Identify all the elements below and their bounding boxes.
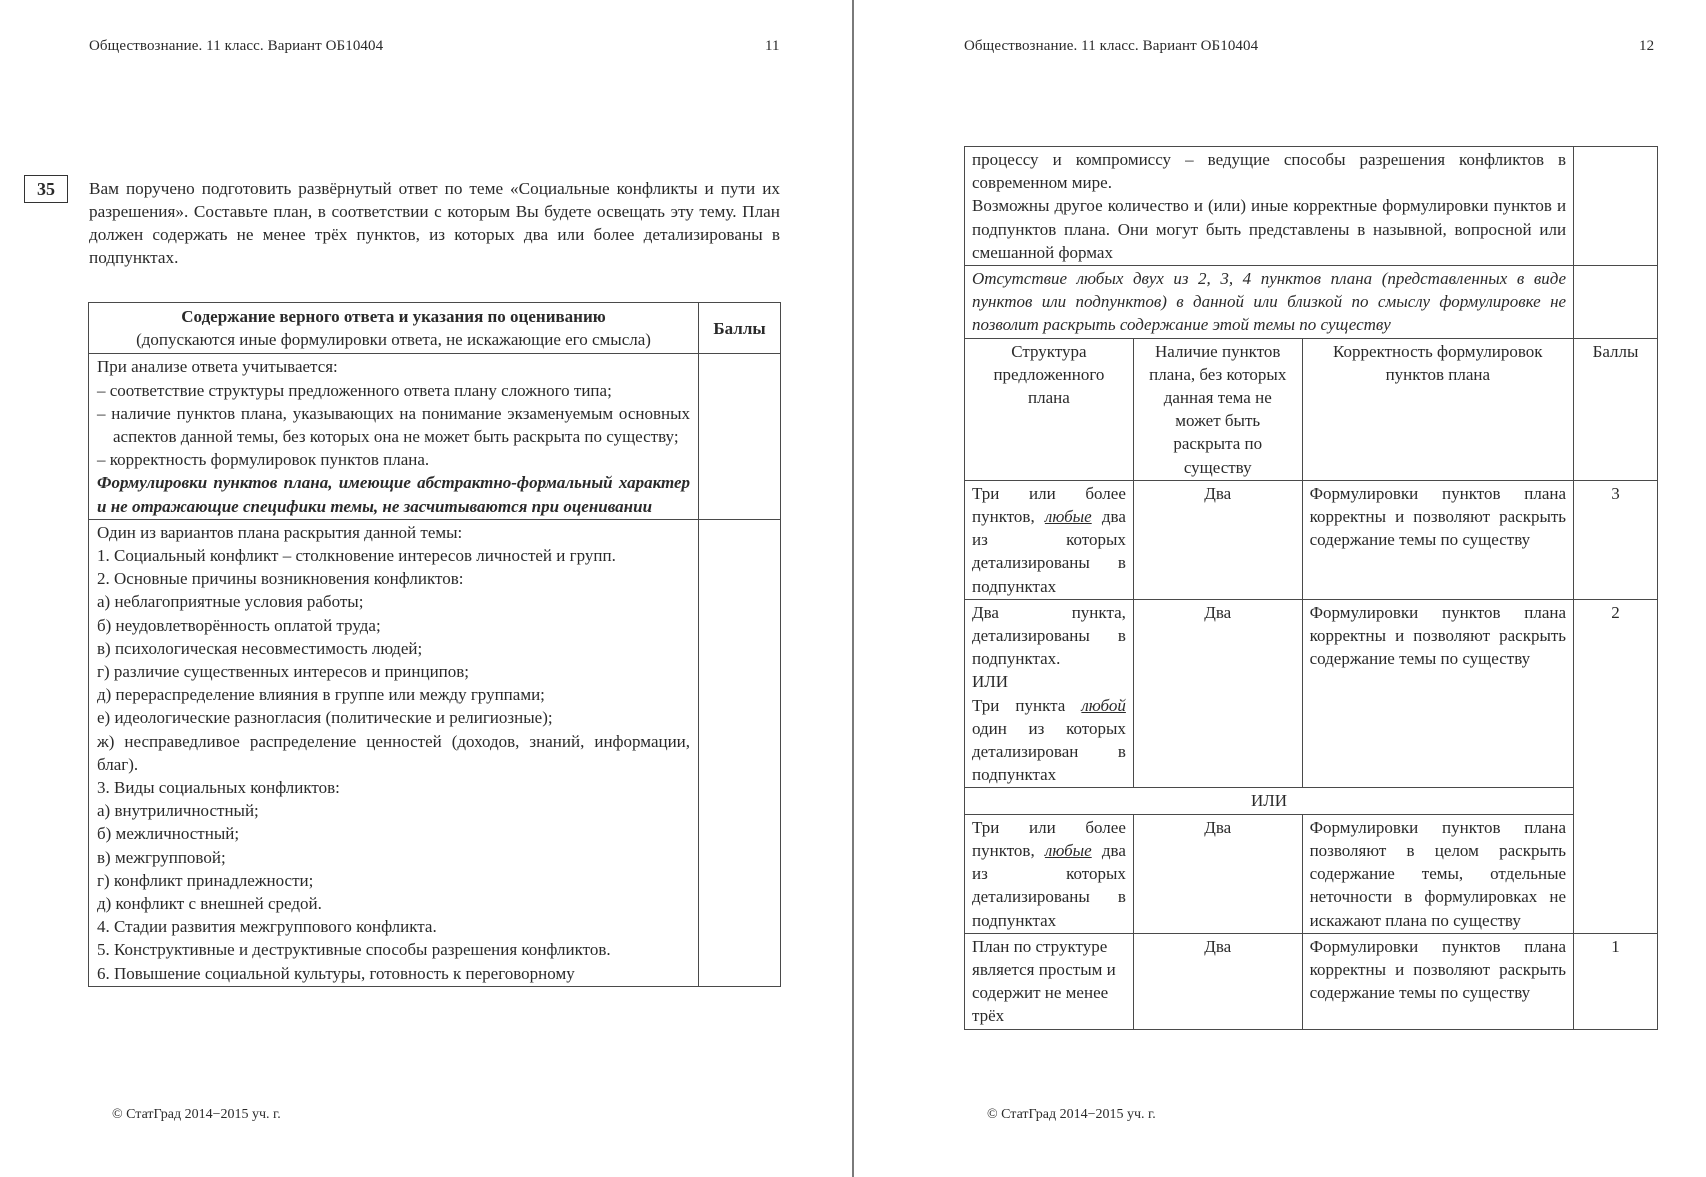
scoring-table xyxy=(964,146,1658,1030)
criteria-item: – корректность формулировок пунктов плана. xyxy=(97,450,430,470)
score-cell: 2 xyxy=(1574,599,1658,933)
plan-line: г) различие существенных интересов и принципов; xyxy=(97,662,470,682)
empty-score-cell xyxy=(699,519,781,986)
answer-content-note: (допускаются иные формулировки ответа, не искажающие его смысла) xyxy=(136,330,651,350)
plan-line: 5. Конструктивные и деструктивные способы разрешения конфликтов. xyxy=(97,940,611,960)
criteria-cell xyxy=(89,354,699,519)
presence-cell: Два xyxy=(1133,814,1302,933)
plan-line: 2. Основные причины возникновения конфликтов: xyxy=(97,569,464,589)
empty-score-cell xyxy=(699,354,781,519)
page-divider xyxy=(852,0,854,1177)
page-footer: © СтатГрад 2014−2015 уч. г. xyxy=(112,1107,281,1122)
continuation-row xyxy=(965,147,1658,266)
plan-line: г) конфликт принадлежности; xyxy=(97,870,314,890)
plan-line: е) идеологические разногласия (политические и религиозные); xyxy=(97,708,553,728)
plan-continuation: процессу и компромиссу – ведущие способы разрешения конфликтов в современном мире. xyxy=(972,150,1567,193)
question-number: 35 xyxy=(24,175,68,203)
table-header-row xyxy=(89,303,781,354)
criteria-row xyxy=(89,354,781,519)
empty-score-cell xyxy=(1574,266,1658,339)
or-row xyxy=(965,788,1658,814)
score-cell: 3 xyxy=(1574,480,1658,599)
plan-line: 4. Стадии развития межгруппового конфликта. xyxy=(97,917,437,937)
question-text: Вам поручено подготовить развёрнутый ответ по теме «Социальные конфликты и пути их разрешения». Составьте план, в соответствии с которым Вы будете освещать эту тему. План должен содержать не менее трёх пунктов, из которых два или более детализированы в подпунктах. xyxy=(89,179,780,267)
score-row-3 xyxy=(965,480,1658,599)
plan-line: д) перераспределение влияния в группе или между группами; xyxy=(97,685,545,705)
page-header-title: Обществознание. 11 класс. Вариант ОБ10404 xyxy=(964,38,1259,54)
presence-cell: Два xyxy=(1133,480,1302,599)
page-number: 11 xyxy=(765,38,780,54)
or-separator: ИЛИ xyxy=(965,788,1574,814)
page-header-title: Обществознание. 11 класс. Вариант ОБ10404 xyxy=(89,38,384,54)
plan-intro: Один из вариантов плана раскрытия данной темы: xyxy=(97,522,463,542)
plan-line: ж) несправедливое распределение ценностей (доходов, знаний, информации, благ). xyxy=(97,731,691,774)
criteria-note: Формулировки пунктов плана, имеющие абстрактно-формальный характер и не отражающие специфики темы, не засчитываются при оценивании xyxy=(97,473,691,516)
correctness-cell: Формулировки пунктов плана позволяют в целом раскрыть содержание темы, отдельные неточности в формулировках не искажают плана по существу xyxy=(1302,814,1574,933)
left-page xyxy=(0,0,852,1177)
plan-line: в) межгрупповой; xyxy=(97,847,226,867)
structure-cell: Три или более пунктов, любые два из которых детализированы в подпунктах xyxy=(965,814,1134,933)
plan-line: д) конфликт с внешней средой. xyxy=(97,894,322,914)
plan-line: 1. Социальный конфликт – столкновение интересов личностей и групп. xyxy=(97,546,616,566)
score-row-1 xyxy=(965,933,1658,1029)
score-column-header: Баллы xyxy=(1574,338,1658,480)
page-number: 12 xyxy=(1639,38,1655,54)
correctness-cell: Формулировки пунктов плана корректны и позволяют раскрыть содержание темы по существу xyxy=(1302,480,1574,599)
correctness-cell: Формулировки пунктов плана корректны и позволяют раскрыть содержание темы по существу xyxy=(1302,599,1574,788)
structure-cell: Два пункта, детализированы в подпунктах. ИЛИ Три пункта любой один из которых детализирован в подпунктах xyxy=(965,599,1134,788)
plan-line: в) психологическая несовместимость людей; xyxy=(97,638,423,658)
plan-line: а) неблагоприятные условия работы; xyxy=(97,592,364,612)
plan-row xyxy=(89,519,781,986)
continuation-cell xyxy=(965,147,1574,266)
plan-line: б) неудовлетворённость оплатой труда; xyxy=(97,615,381,635)
correctness-column-header: Корректность формулировок пунктов плана xyxy=(1302,338,1574,480)
plan-line: 6. Повышение социальной культуры, готовность к переговорному xyxy=(97,963,575,983)
columns-header-row xyxy=(965,338,1658,480)
score-row-2-alt xyxy=(965,814,1658,933)
criteria-intro: При анализе ответа учитывается: xyxy=(97,357,338,377)
score-column-header: Баллы xyxy=(699,303,781,354)
plan-line: б) межличностный; xyxy=(97,824,240,844)
plan-line: 3. Виды социальных конфликтов: xyxy=(97,778,340,798)
structure-cell: План по структуре является простым и содержит не менее трёх xyxy=(965,933,1134,1029)
score-row-2 xyxy=(965,599,1658,788)
alternatives-note: Возможны другое количество и (или) иные корректные формулировки пунктов и подпунктов плана. Они могут быть представлены в назывной, вопросной или смешанной формах xyxy=(972,196,1567,262)
structure-cell: Три или более пунктов, любые два из которых детализированы в подпунктах xyxy=(965,480,1134,599)
absence-row xyxy=(965,266,1658,339)
score-cell: 1 xyxy=(1574,933,1658,1029)
structure-column-header: Структура предложенного плана xyxy=(965,338,1134,480)
answer-content-header xyxy=(89,303,699,354)
presence-cell: Два xyxy=(1133,599,1302,788)
page-footer: © СтатГрад 2014−2015 уч. г. xyxy=(987,1107,1156,1122)
plan-line: а) внутриличностный; xyxy=(97,801,259,821)
presence-column-header: Наличие пунктов плана, без которых данная тема не может быть раскрыта по существу xyxy=(1133,338,1302,480)
absence-note: Отсутствие любых двух из 2, 3, 4 пунктов плана (представленных в виде пунктов или подпунктов) в данной или близкой по смыслу формулировке не позволит раскрыть содержание этой темы по существу xyxy=(965,266,1574,339)
correctness-cell: Формулировки пунктов плана корректны и позволяют раскрыть содержание темы по существу xyxy=(1302,933,1574,1029)
presence-cell: Два xyxy=(1133,933,1302,1029)
criteria-item: – наличие пунктов плана, указывающих на понимание экзаменуемым основных аспектов данной темы, без которых она не может быть раскрыта по существу; xyxy=(97,403,691,447)
grading-table xyxy=(88,302,781,987)
answer-content-title: Содержание верного ответа и указания по оцениванию xyxy=(181,307,606,326)
criteria-item: – соответствие структуры предложенного ответа плану сложного типа; xyxy=(97,380,612,400)
empty-score-cell xyxy=(1574,147,1658,266)
plan-cell xyxy=(89,519,699,986)
